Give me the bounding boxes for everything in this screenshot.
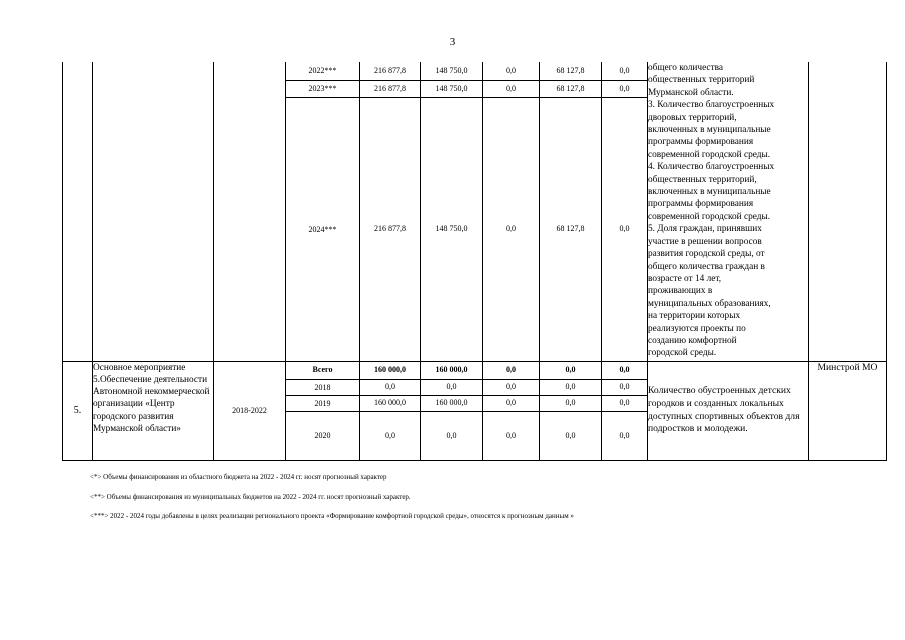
total-cell: 0,0	[360, 411, 421, 460]
row-number-cell: 5.	[63, 361, 93, 460]
value-cell: 0,0	[483, 361, 540, 379]
indicators-cell: общего количества общественных территорий Мурманской области. 3. Количество благоустроенных дворовых территорий, включенных в муниципальные программы формирования современной городской среды. 4. Количество благоустроенных общественных территорий, включенных в муниципальные программы формирования современной городской среды. 5. Доля граждан, принявших участие в решении вопросов развития городской среды, от общего количества граждан в возрасте от 14 лет, проживающих в муниципальных образованиях, на территории которых реализуются проекты по созданию комфортной городской среды.	[648, 62, 809, 361]
value-cell: 0,0	[602, 80, 648, 97]
year-cell: 2024***	[286, 97, 360, 361]
value-cell: 0,0	[602, 361, 648, 379]
total-cell: 216 877,8	[360, 62, 421, 80]
row-number-cell	[63, 62, 93, 361]
value-cell: 0,0	[540, 379, 602, 395]
value-cell: 0,0	[602, 97, 648, 361]
value-cell: 0,0	[602, 379, 648, 395]
total-cell: 0,0	[360, 379, 421, 395]
responsible-cell: Минстрой МО	[809, 361, 887, 460]
value-cell: 0,0	[483, 395, 540, 411]
footnote: <*> Объемы финансирования из областного бюджета на 2022 - 2024 гг. носят прогнозный характер	[90, 473, 387, 481]
value-cell: 0,0	[421, 379, 483, 395]
value-cell: 148 750,0	[421, 62, 483, 80]
indicators-cell: Количество обустроенных детских городков и созданных локальных доступных спортивных объектов для подростков и молодежи.	[648, 361, 809, 460]
page-number: 3	[449, 36, 456, 48]
footnote: <**> Объемы финансирования из муниципальных бюджетов на 2022 - 2024 гг. носят прогнозный характер.	[90, 492, 411, 501]
program-table	[62, 62, 887, 461]
period-cell	[214, 62, 286, 361]
value-cell: 68 127,8	[540, 80, 602, 97]
value-cell: 0,0	[483, 62, 540, 80]
value-cell: 0,0	[540, 411, 602, 460]
year-cell: Всего	[286, 361, 360, 379]
year-cell: 2019	[286, 395, 360, 411]
period-cell: 2018-2022	[214, 361, 286, 460]
value-cell: 0,0	[483, 411, 540, 460]
value-cell: 0,0	[540, 395, 602, 411]
total-cell: 216 877,8	[360, 80, 421, 97]
value-cell: 0,0	[421, 411, 483, 460]
value-cell: 68 127,8	[540, 97, 602, 361]
footnote: <***> 2022 - 2024 годы добавлены в целях реализации регионального проекта «Формирование комфортной городской среды», относятся к прогнозным данным »	[90, 512, 574, 520]
responsible-cell	[809, 62, 887, 361]
value-cell: 0,0	[602, 411, 648, 460]
table-row	[63, 361, 887, 379]
value-cell: 148 750,0	[421, 80, 483, 97]
total-cell: 160 000,0	[360, 395, 421, 411]
table-row	[63, 62, 887, 80]
value-cell: 0,0	[483, 379, 540, 395]
value-cell: 160 000,0	[421, 361, 483, 379]
value-cell: 160 000,0	[421, 395, 483, 411]
year-cell: 2022***	[286, 62, 360, 80]
value-cell: 0,0	[540, 361, 602, 379]
activity-cell	[93, 62, 214, 361]
year-cell: 2020	[286, 411, 360, 460]
value-cell: 0,0	[483, 97, 540, 361]
value-cell: 148 750,0	[421, 97, 483, 361]
activity-cell: Основное мероприятие 5.Обеспечение деятельности Автономной некоммерческой организации «Центр городского развития Мурманской области»	[93, 361, 214, 460]
total-cell: 160 000,0	[360, 361, 421, 379]
value-cell: 68 127,8	[540, 62, 602, 80]
year-cell: 2023***	[286, 80, 360, 97]
footnotes	[90, 474, 574, 533]
value-cell: 0,0	[602, 395, 648, 411]
year-cell: 2018	[286, 379, 360, 395]
total-cell: 216 877,8	[360, 97, 421, 361]
value-cell: 0,0	[483, 80, 540, 97]
value-cell: 0,0	[602, 62, 648, 80]
